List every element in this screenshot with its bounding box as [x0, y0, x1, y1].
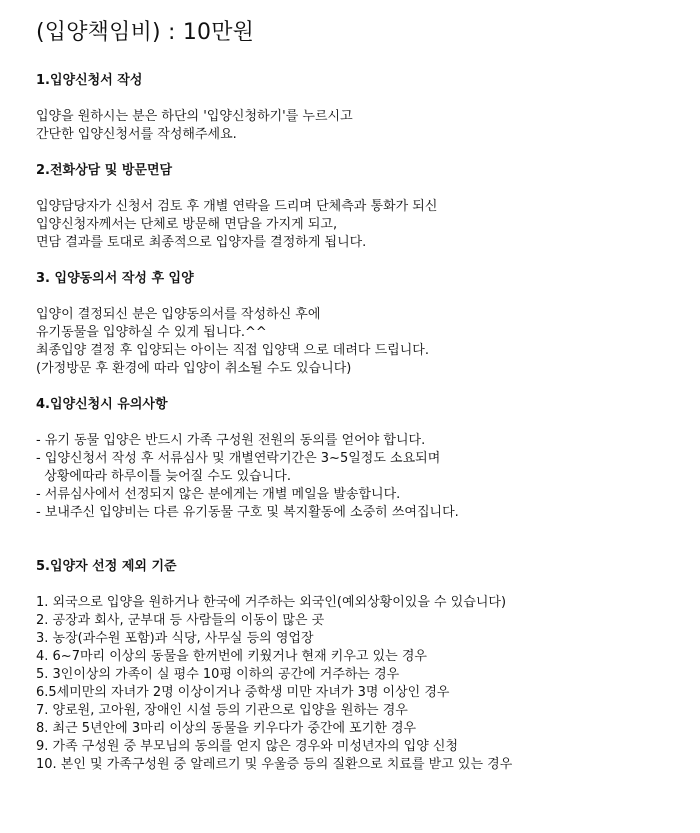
list-item [36, 486, 676, 504]
text-line: - 입양신청서 작성 후 서류심사 및 개별연락기간은 3~5일정도 소요되며 [36, 451, 441, 466]
list-item [36, 612, 676, 630]
section-exclusion-criteria [36, 558, 676, 774]
text-line: 간단한 입양신청서를 작성해주세요. [36, 127, 237, 142]
text-line: 6.5세미만의 자녀가 2명 이상이거나 중학생 미만 자녀가 3명 이상인 경우 [36, 685, 450, 700]
section-body [36, 198, 676, 252]
list-item [36, 756, 676, 774]
section-consent-form [36, 270, 676, 378]
spacer [36, 252, 676, 270]
text-line: (가정방문 후 환경에 따라 입양이 취소될 수도 있습니다) [36, 361, 352, 376]
text-line: 면담 결과를 토대로 최종적으로 입양자를 결정하게 됩니다. [36, 235, 367, 250]
text-line: 1. 외국으로 입양을 원하거나 한국에 거주하는 외국인(예외상황이있을 수 있습니다) [36, 595, 507, 610]
text-line: 상황에따라 하루이틀 늦어질 수도 있습니다. [36, 469, 291, 484]
text-line: 유기동물을 입양하실 수 있게 됩니다.^^ [36, 325, 267, 340]
section-heading: 5.입양자 선정 제외 기준 [36, 559, 177, 574]
spacer [36, 288, 676, 306]
list-item [36, 432, 676, 450]
list-item [36, 720, 676, 738]
section-precautions [36, 396, 676, 522]
section-heading: 4.입양신청시 유의사항 [36, 397, 168, 412]
list-item [36, 648, 676, 666]
spacer [36, 144, 676, 162]
spacer [36, 378, 676, 396]
list-item [36, 468, 676, 486]
section-heading: 1.입양신청서 작성 [36, 73, 143, 88]
text-line: 최종입양 결정 후 입양되는 아이는 직접 입양댁 으로 데려다 드립니다. [36, 343, 429, 358]
text-line: 5. 3인이상의 가족이 실 평수 10평 이하의 공간에 거주하는 경우 [36, 667, 400, 682]
list-item [36, 450, 676, 468]
text-line: 입양이 결정되신 분은 입양동의서를 작성하신 후에 [36, 307, 321, 322]
list-item [36, 684, 676, 702]
section-body [36, 108, 676, 144]
spacer [36, 180, 676, 198]
list-item [36, 702, 676, 720]
spacer [36, 576, 676, 594]
section-phone-interview [36, 162, 676, 252]
section-application-form [36, 72, 676, 144]
adoption-notice-document [36, 16, 676, 774]
text-line: 9. 가족 구성원 중 부모님의 동의를 얻지 않은 경우와 미성년자의 입양 신청 [36, 739, 459, 754]
text-line: - 서류심사에서 선정되지 않은 분에게는 개별 메일을 발송합니다. [36, 487, 401, 502]
list-item [36, 594, 676, 612]
text-line: 입양신청자께서는 단체로 방문해 면담을 가지게 되고, [36, 217, 338, 232]
section-heading: 3. 입양동의서 작성 후 입양 [36, 271, 194, 286]
text-line: 8. 최근 5년안에 3마리 이상의 동물을 키우다가 중간에 포기한 경우 [36, 721, 417, 736]
text-line: - 유기 동물 입양은 반드시 가족 구성원 전원의 동의를 얻어야 합니다. [36, 433, 426, 448]
list-item [36, 666, 676, 684]
spacer [36, 522, 676, 558]
text-line: 입양을 원하시는 분은 하단의 '입양신청하기'를 누르시고 [36, 109, 353, 124]
section-heading: 2.전화상담 및 방문면담 [36, 163, 173, 178]
text-line: 입양담당자가 신청서 검토 후 개별 연락을 드리며 단체측과 통화가 되신 [36, 199, 438, 214]
spacer [36, 90, 676, 108]
list-item [36, 630, 676, 648]
spacer [36, 50, 676, 72]
section-body [36, 306, 676, 378]
page-title: (입양책임비) : 10만원 [36, 20, 255, 45]
text-line: - 보내주신 입양비는 다른 유기동물 구호 및 복지활동에 소중히 쓰여집니다. [36, 505, 459, 520]
precautions-list [36, 432, 676, 522]
spacer [36, 414, 676, 432]
list-item [36, 738, 676, 756]
text-line: 7. 양로원, 고아원, 장애인 시설 등의 기관으로 입양을 원하는 경우 [36, 703, 408, 718]
text-line: 10. 본인 및 가족구성원 중 알레르기 및 우울증 등의 질환으로 치료를 받고 있는 경우 [36, 757, 513, 772]
exclusion-criteria-list [36, 594, 676, 774]
text-line: 3. 농장(과수원 포함)과 식당, 사무실 등의 영업장 [36, 631, 314, 646]
list-item [36, 504, 676, 522]
text-line: 4. 6~7마리 이상의 동물을 한꺼번에 키웠거나 현재 키우고 있는 경우 [36, 649, 427, 664]
text-line: 2. 공장과 회사, 군부대 등 사람들의 이동이 많은 곳 [36, 613, 325, 628]
